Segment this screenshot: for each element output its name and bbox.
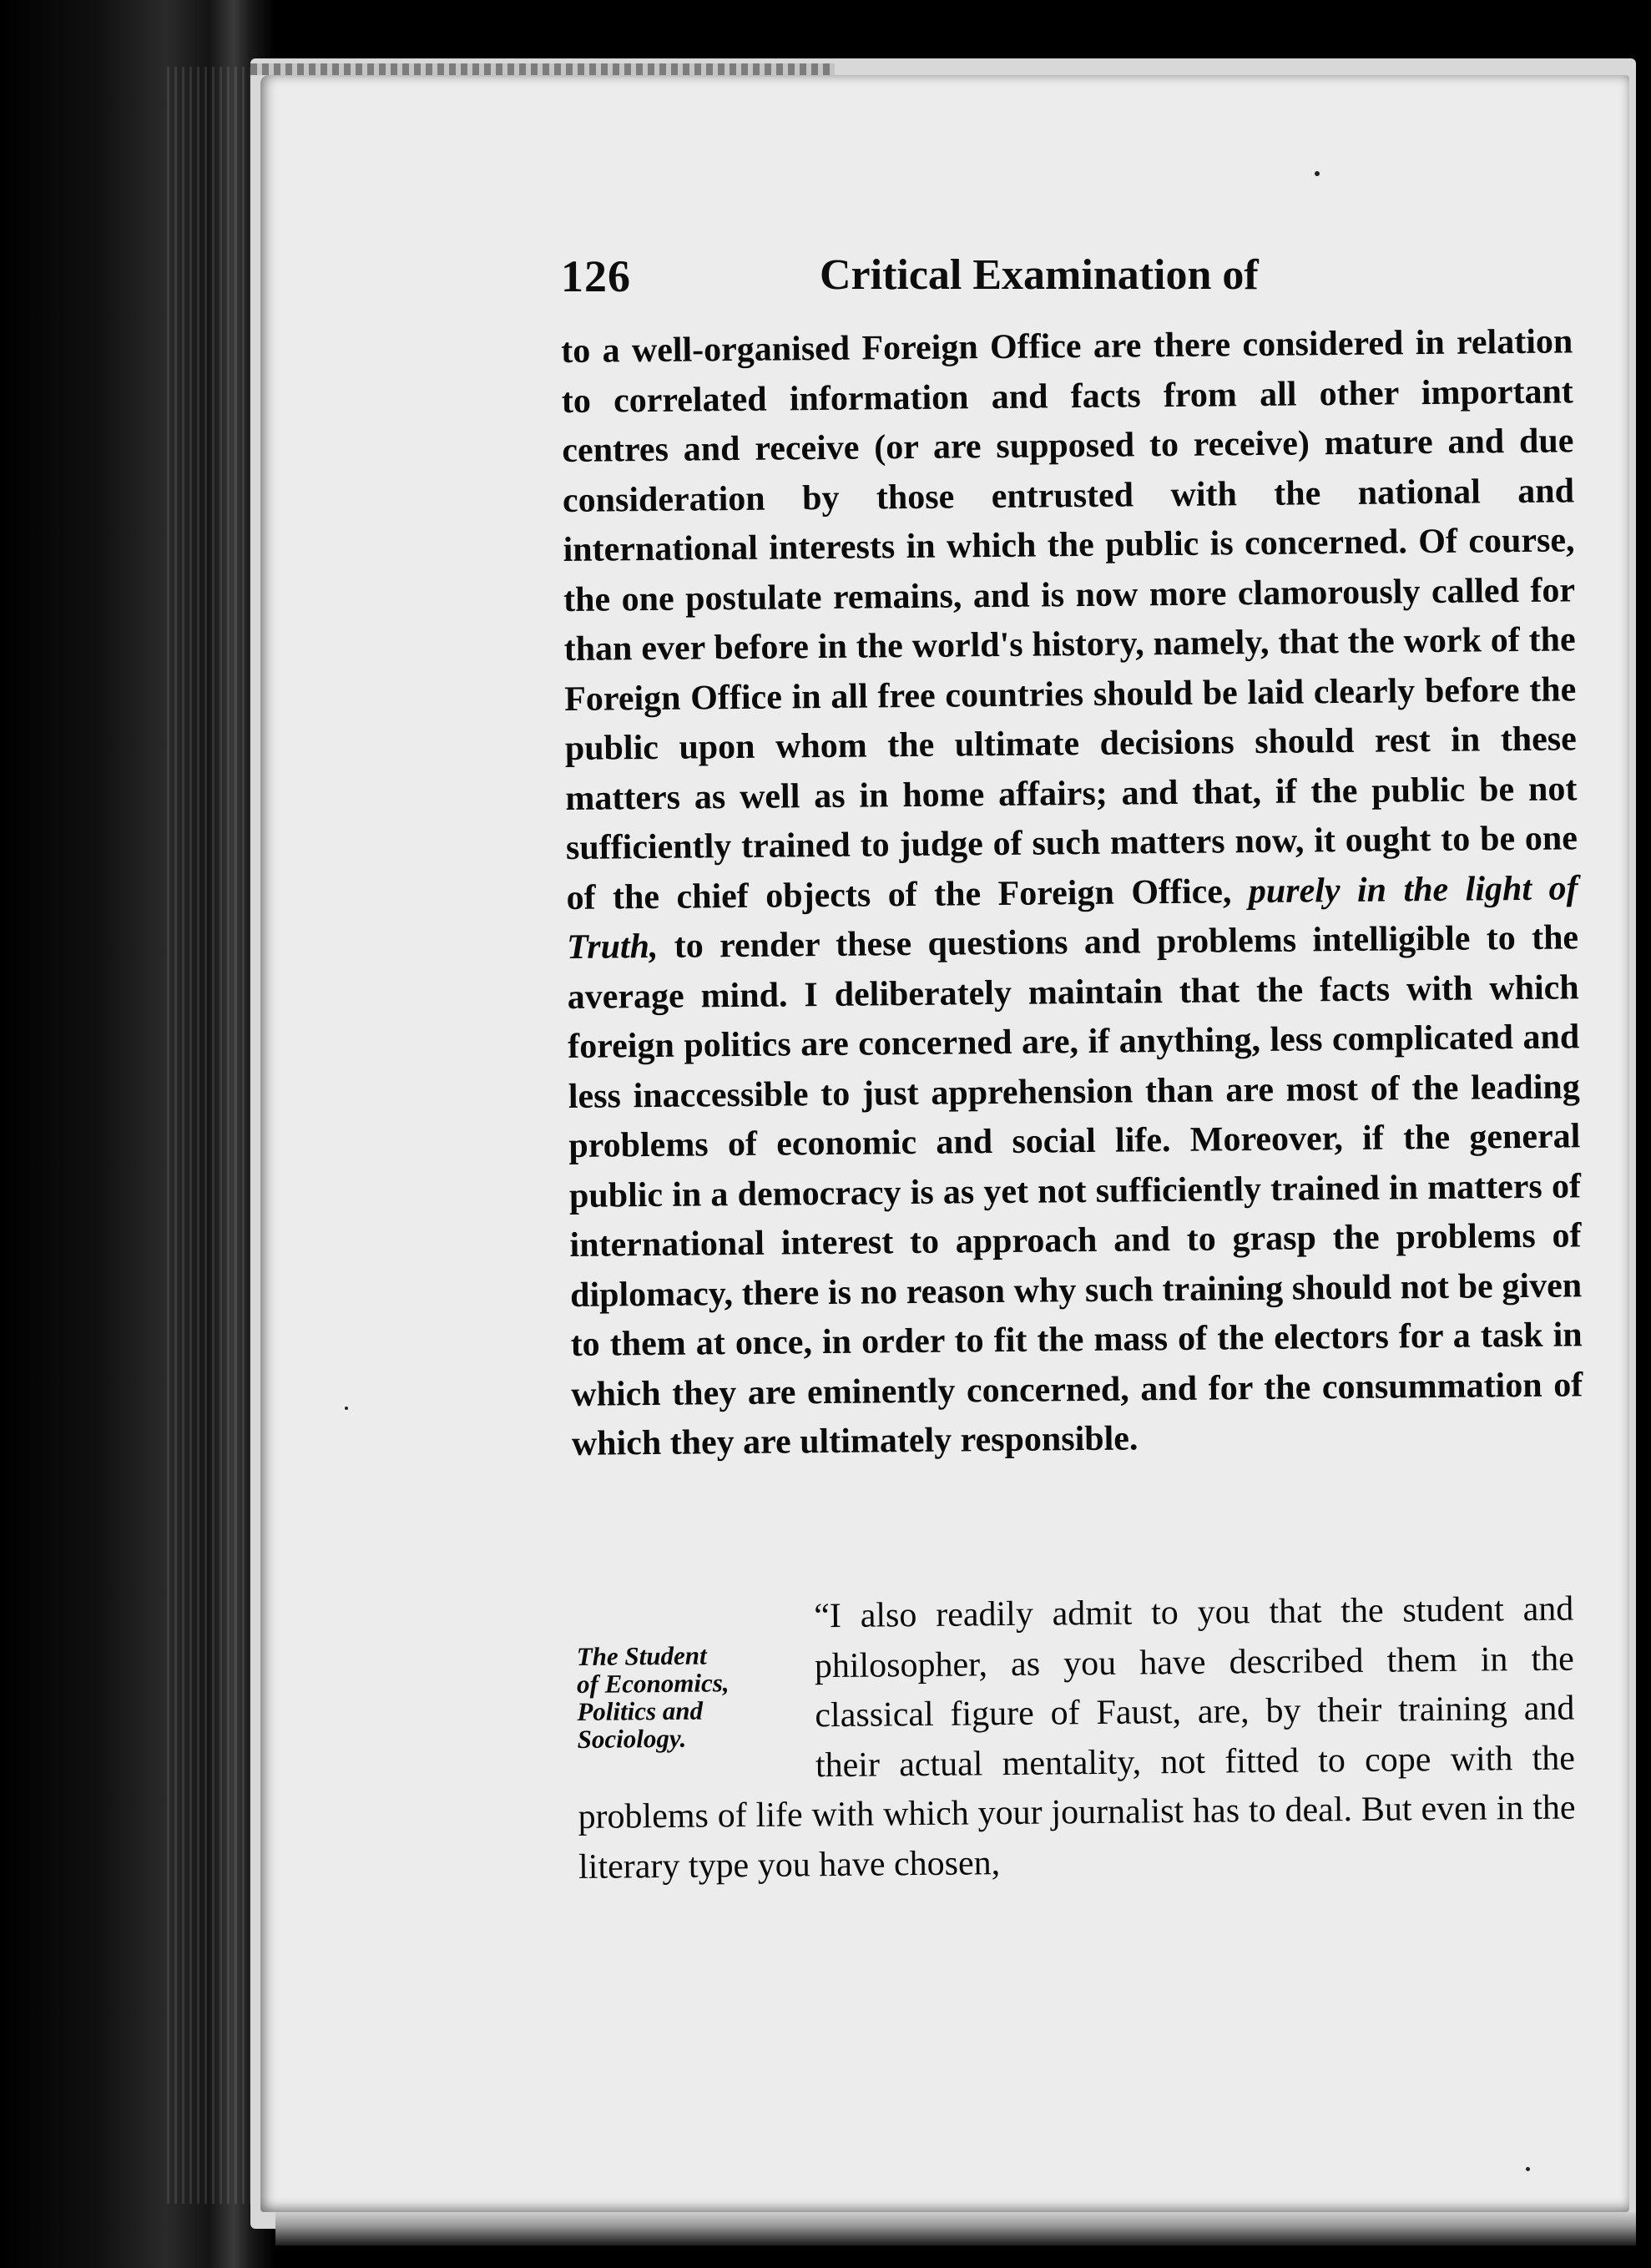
body-paragraph bbox=[561, 317, 1583, 1469]
dust-speck bbox=[1526, 2167, 1530, 2171]
margin-note-space bbox=[576, 1592, 815, 1793]
body-emphasis: purely in the light of Truth, bbox=[566, 868, 1578, 967]
page-number: 126 bbox=[561, 251, 631, 301]
binding-texture bbox=[167, 67, 259, 2204]
dust-speck bbox=[345, 1407, 348, 1410]
second-paragraph-text: “I also readily admit to you that the student and philosopher, as you have described them in the classical figure of Faust, are, by their training and their actual mentality, not fitted to cope with the problems of life with which your journalist has to deal. But even in the literary type you have chosen, bbox=[578, 1589, 1576, 1887]
dust-speck bbox=[1315, 171, 1320, 176]
page-header bbox=[561, 250, 1571, 317]
running-head: Critical Examination of bbox=[820, 251, 1259, 299]
body-text-part1: to a well-organised Foreign Office are there considered in relation to correlated information and facts from all other important centres and receive (or are supposed to receive) mature and due consideration by those entrusted with the national and international interests in which the public is concerned. Of course, the one postulate remains, and is now more clamorously called for than ever before in the world's history, namely, that the work of the Foreign Office in all free countries should be laid clearly before the public upon whom the ultimate decisions should rest in these matters as well as in home affairs; and that, if the public be not sufficiently trained to judge of such matters now, it ought to be one of the chief objects of the Foreign Office, bbox=[561, 322, 1578, 917]
page-top-edge bbox=[250, 63, 835, 75]
page-bottom-edge bbox=[275, 2212, 1636, 2245]
margin-note: The Student of Economics, Politics and Sociology. bbox=[576, 1640, 730, 1754]
body-text-part2: to render these questions and problems intelligible to the average mind. I deliberately maintain that the facts with which foreign politics are concerned are, if anything, less complicated and less inaccessible to just apprehension than are most of the leading problems of economic and social life. Moreover, if the general public in a democracy is as yet not sufficiently trained in matters of international interest to approach and to grasp the problems of diplomacy, there is no reason why such training should not be given to them at once, in order to fit the mass of the electors for a task in which they are eminently concerned, and for the consummation of which they are ultimately responsible. bbox=[567, 918, 1583, 1463]
second-paragraph bbox=[576, 1585, 1576, 1892]
